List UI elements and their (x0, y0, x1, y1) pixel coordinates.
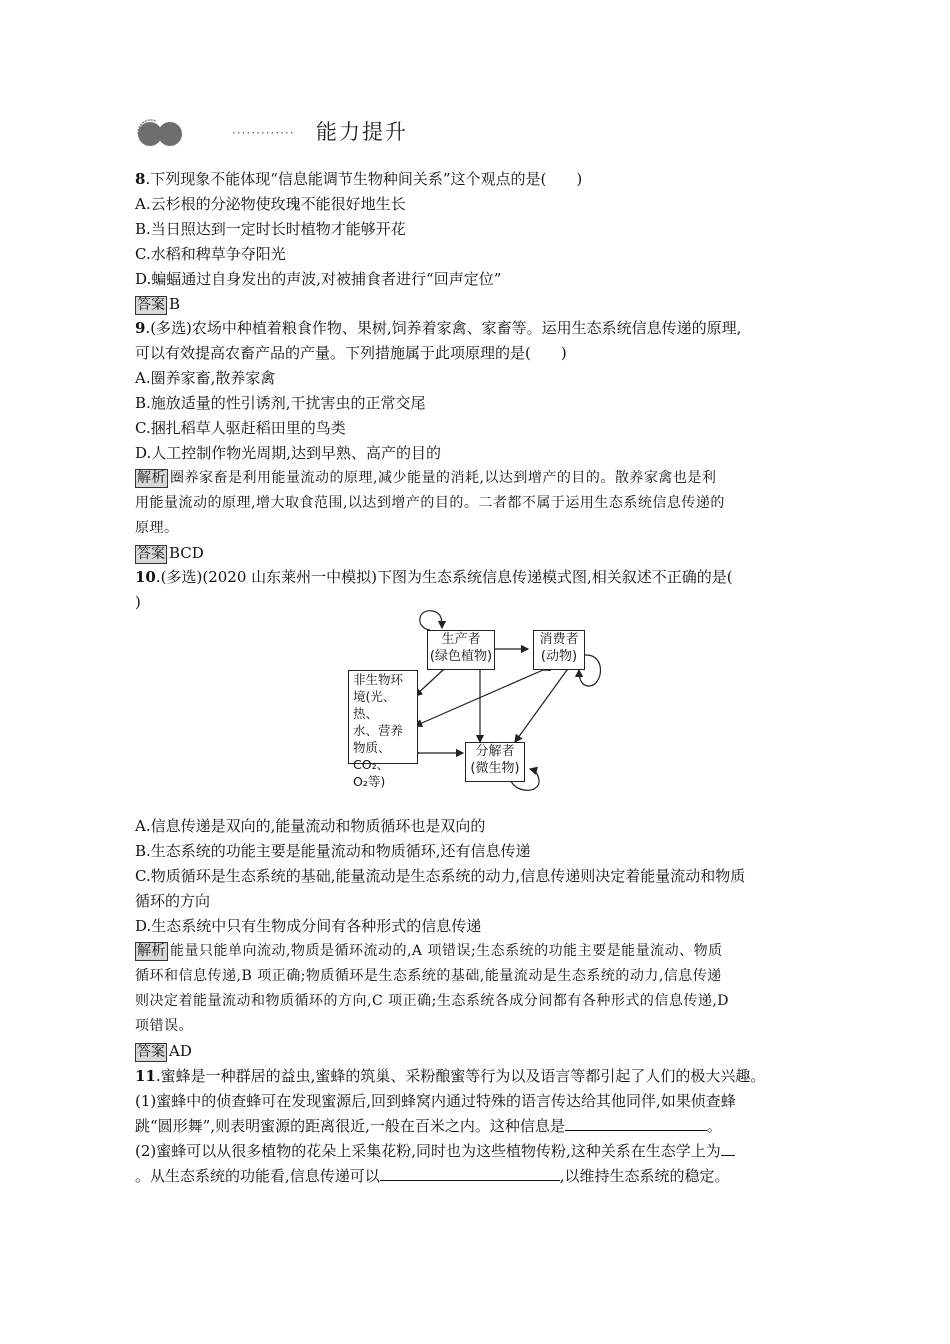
q10-option-c: C.物质循环是生态系统的基础,能量流动是生态系统的动力,信息传递则决定着能量流动和物质 (135, 867, 746, 885)
answer-tag: 答案 (137, 1044, 165, 1060)
q9-option-d: D.人工控制作物光周期,达到早熟、高产的目的 (135, 444, 442, 462)
answer-tag: 答案 (137, 546, 165, 562)
q10-stem-line1: 10.(多选)(2020 山东莱州一中模拟)下图为生态系统信息传递模式图,相关叙述不正确的是( (135, 568, 733, 586)
ecosystem-info-diagram (345, 608, 615, 803)
q9-stem-line2: 可以有效提高农畜产品的产量。下列措施属于此项原理的是( ) (135, 344, 567, 362)
producer-box: 生产者 (绿色植物) (427, 630, 495, 670)
q9-number: 9 (135, 319, 146, 337)
q10-option-b: B.生态系统的功能主要是能量流动和物质循环,还有信息传递 (135, 842, 531, 860)
q9-stem-line1: 9.(多选)农场中种植着粮食作物、果树,饲养着家禽、家畜等。运用生态系统信息传递的原理, (135, 319, 742, 337)
analysis-tag: 解析 (137, 470, 166, 486)
answer-blank-3[interactable] (380, 1166, 560, 1181)
q10-analysis-line3: 则决定着能量流动和物质循环的方向,C 项正确;生态系统各成分间都有各种形式的信息传递,D (135, 993, 730, 1009)
decomposer-box: 分解者 (微生物) (465, 742, 525, 782)
q9-analysis-line2: 用能量流动的原理,增大取食范围,以达到增产的目的。二者都不属于运用生态系统信息传递的 (135, 495, 725, 511)
section-logo-icon (134, 118, 190, 148)
answer-blank-2[interactable] (721, 1141, 735, 1156)
q11-stem: 11.蜜蜂是一种群居的益虫,蜜蜂的筑巢、采粉酿蜜等行为以及语言等都引起了人们的极大兴趣。 (135, 1067, 766, 1085)
q11-part1-line2: 跳“圆形舞”,则表明蜜源的距离很近,一般在百米之内。这种信息是 。 (135, 1117, 722, 1135)
q10-option-d: D.生态系统中只有生物成分间有各种形式的信息传递 (135, 917, 482, 935)
q9-analysis-line1: 解析 圈养家畜是利用能量流动的原理,减少能量的消耗,以达到增产的目的。散养家禽也是利 (137, 470, 717, 486)
q9-option-b: B.施放适量的性引诱剂,干扰害虫的正常交尾 (135, 394, 426, 412)
q10-option-a: A.信息传递是双向的,能量流动和物质循环也是双向的 (135, 817, 486, 835)
section-header (134, 114, 454, 150)
q10-analysis-line4: 项错误。 (135, 1018, 193, 1034)
q10-number: 10 (135, 568, 156, 586)
consumer-box: 消费者 (动物) (533, 630, 585, 670)
q8-answer: 答案 B (137, 295, 181, 313)
q10-answer: 答案 AD (137, 1042, 192, 1060)
analysis-tag: 解析 (137, 943, 166, 959)
q8-stem: 8.下列现象不能体现“信息能调节生物种间关系”这个观点的是( ) (135, 170, 583, 188)
q9-option-a: A.圈养家畜,散养家禽 (135, 369, 276, 387)
q8-option-d: D.蝙蝠通过自身发出的声波,对被捕食者进行“回声定位” (135, 270, 502, 288)
q9-analysis-line3: 原理。 (135, 520, 179, 536)
abiotic-environment-box: 非生物环 境(光、热、 水、营养 物质、CO₂、 O₂等) (348, 670, 418, 764)
q11-part1-line1: (1)蜜蜂中的侦查蜂可在发现蜜源后,回到蜂窝内通过特殊的语言传达给其他同伴,如果侦查蜂 (135, 1092, 736, 1110)
q8-option-a: A.云杉根的分泌物使玫瑰不能很好地生长 (135, 195, 406, 213)
q8-option-c: C.水稻和稗草争夺阳光 (135, 245, 286, 263)
answer-tag: 答案 (137, 297, 165, 313)
q8-option-b: B.当日照达到一定时长时植物才能够开花 (135, 220, 406, 238)
q10-option-c-cont: 循环的方向 (135, 892, 211, 910)
q8-number: 8 (135, 170, 146, 188)
q11-number: 11 (135, 1067, 156, 1085)
q10-stem-line2: ) (135, 593, 141, 611)
section-dots: ············· (232, 126, 295, 140)
q10-analysis-line1: 解析 能量只能单向流动,物质是循环流动的,A 项错误;生态系统的功能主要是能量流动、物质 (137, 943, 723, 959)
section-title: 能力提升 (316, 120, 408, 144)
q10-analysis-line2: 循环和信息传递,B 项正确;物质循环是生态系统的基础,能量流动是生态系统的动力,信息传递 (135, 968, 722, 984)
q11-part2-line1: (2)蜜蜂可以从很多植物的花朵上采集花粉,同时也为这些植物传粉,这种关系在生态学上为 (135, 1141, 735, 1161)
q11-part2-line2: 。从生态系统的功能看,信息传递可以 ,以维持生态系统的稳定。 (135, 1167, 730, 1185)
q9-answer: 答案 BCD (137, 544, 204, 562)
q9-option-c: C.捆扎稻草人驱赶稻田里的鸟类 (135, 419, 346, 437)
answer-blank-1[interactable] (565, 1116, 707, 1131)
